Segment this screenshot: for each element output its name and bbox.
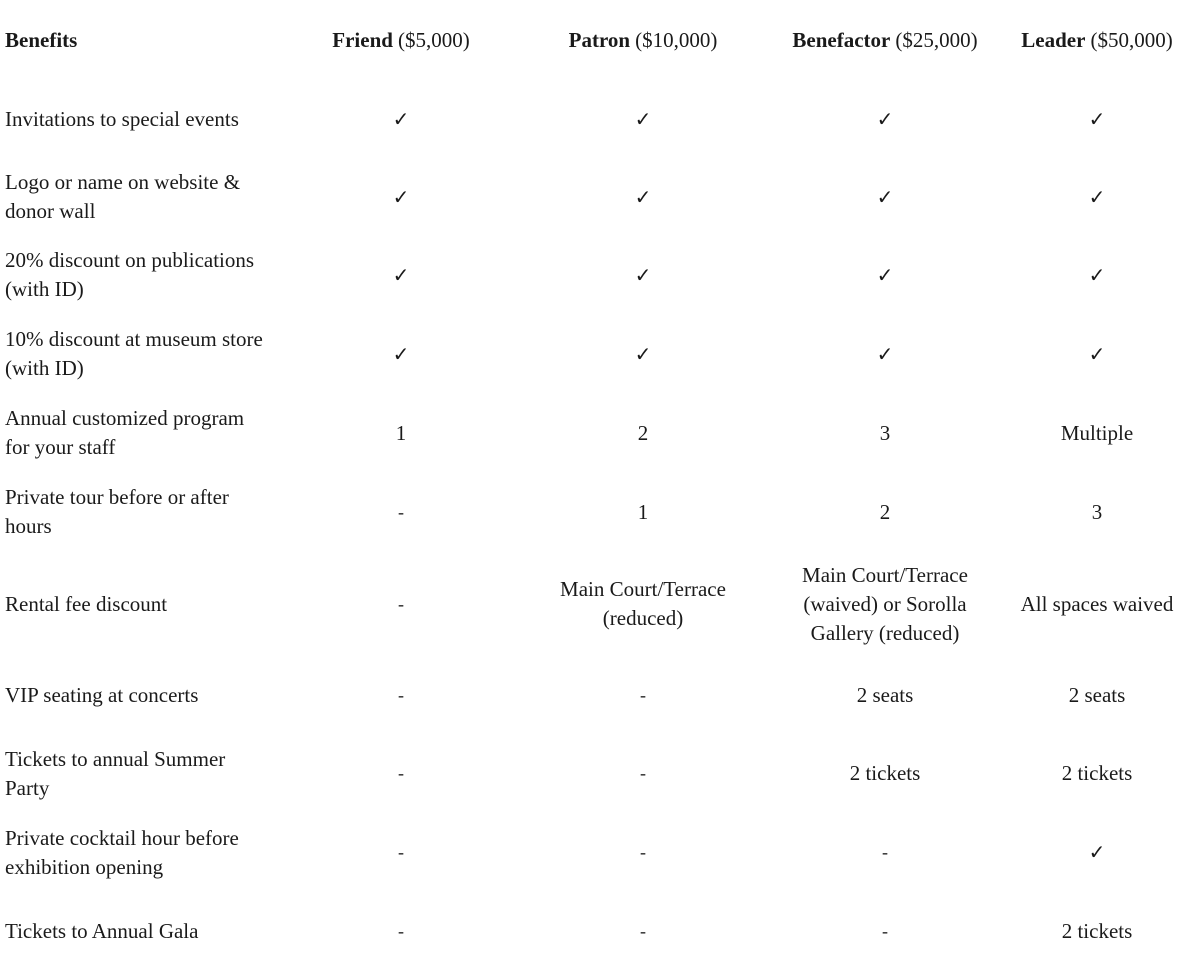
tier-value-cell <box>994 314 1200 394</box>
benefit-label-text: Rental fee discount <box>5 591 168 616</box>
checkmark-icon: ✓ <box>392 262 410 287</box>
tier-price: ($5,000) <box>397 27 470 52</box>
tier-value-cell <box>292 314 510 394</box>
benefit-label-text: Annual customized program for your staff <box>5 406 245 459</box>
benefit-label <box>0 394 292 472</box>
checkmark-icon: ✓ <box>392 106 410 131</box>
benefit-label-text: 20% discount on publications (with ID) <box>5 248 255 301</box>
checkmark-icon: ✓ <box>634 262 652 287</box>
tier-value-cell <box>994 158 1200 236</box>
benefit-label-text: VIP seating at concerts <box>5 682 199 707</box>
tier-value-text: Multiple <box>1060 420 1134 445</box>
tier-value-text: All spaces waived <box>1020 591 1174 616</box>
benefit-label <box>0 892 292 970</box>
tier-value-cell <box>994 552 1200 656</box>
checkmark-icon: ✓ <box>392 184 410 209</box>
tier-header-patron <box>510 0 776 80</box>
checkmark-icon: ✓ <box>876 341 894 366</box>
tier-value-cell <box>292 80 510 158</box>
tier-price: ($25,000) <box>895 27 978 52</box>
tier-value-cell <box>292 472 510 552</box>
tier-value-text: 2 seats <box>1068 682 1126 707</box>
tier-value-text: 1 <box>637 499 649 524</box>
tier-value-cell <box>776 472 994 552</box>
tier-value-cell <box>994 472 1200 552</box>
benefit-label-text: 10% discount at museum store (with ID) <box>5 327 263 380</box>
tier-value-cell <box>776 314 994 394</box>
tier-value-text: 2 tickets <box>1061 918 1133 943</box>
benefit-label <box>0 472 292 552</box>
not-included-dash: - <box>398 920 404 941</box>
tier-value-cell <box>994 394 1200 472</box>
not-included-dash: - <box>398 593 404 614</box>
tier-value-text: 1 <box>395 420 407 445</box>
tier-value-cell <box>510 236 776 314</box>
checkmark-icon: ✓ <box>876 262 894 287</box>
tier-value-cell <box>994 656 1200 734</box>
tier-value-cell <box>510 472 776 552</box>
tier-value-cell <box>776 158 994 236</box>
tier-value-cell <box>994 813 1200 892</box>
benefit-label-text: Private cocktail hour before exhibition opening <box>5 825 239 879</box>
benefit-label-text: Private tour before or after hours <box>5 485 229 538</box>
not-included-dash: - <box>640 684 646 705</box>
not-included-dash: - <box>640 842 646 862</box>
benefit-label <box>0 80 292 158</box>
benefit-label <box>0 552 292 656</box>
tier-header-friend <box>292 0 510 80</box>
tier-header-benefactor <box>776 0 994 80</box>
not-included-dash: - <box>882 920 888 941</box>
checkmark-icon: ✓ <box>1088 262 1106 287</box>
tier-value-text: 2 <box>637 420 649 445</box>
tier-price: ($10,000) <box>635 27 718 52</box>
not-included-dash: - <box>398 501 404 522</box>
tier-value-text: 2 tickets <box>1061 761 1133 785</box>
benefit-label <box>0 734 292 813</box>
tier-name: Benefactor <box>792 27 891 52</box>
not-included-dash: - <box>398 763 404 783</box>
tier-value-cell <box>510 552 776 656</box>
tier-value-cell <box>510 80 776 158</box>
benefit-label-text: Tickets to Annual Gala <box>5 918 199 943</box>
not-included-dash: - <box>882 842 888 862</box>
tier-value-text: Main Court/Terrace (waived) or Sorolla Gallery (reduced) <box>802 562 968 645</box>
not-included-dash: - <box>640 763 646 783</box>
checkmark-icon: ✓ <box>392 341 410 366</box>
not-included-dash: - <box>398 684 404 705</box>
tier-value-cell <box>292 734 510 813</box>
tier-value-cell <box>776 892 994 970</box>
tier-value-cell <box>776 236 994 314</box>
tier-value-cell <box>510 734 776 813</box>
tier-value-cell <box>510 314 776 394</box>
tier-value-text: 3 <box>879 420 891 445</box>
tier-header-leader <box>994 0 1200 80</box>
tier-value-text: 2 seats <box>856 682 914 707</box>
checkmark-icon: ✓ <box>1088 106 1106 131</box>
checkmark-icon: ✓ <box>634 341 652 366</box>
tier-value-cell <box>994 734 1200 813</box>
checkmark-icon: ✓ <box>876 184 894 209</box>
tier-value-text: 2 tickets <box>849 761 921 785</box>
benefits-column-header: Benefits <box>5 27 78 52</box>
tier-value-cell <box>510 394 776 472</box>
tier-name: Leader <box>1021 27 1086 52</box>
tier-value-cell <box>292 236 510 314</box>
checkmark-icon: ✓ <box>1088 341 1106 366</box>
tier-value-cell <box>994 892 1200 970</box>
tier-value-text: Main Court/Terrace (reduced) <box>560 577 726 630</box>
tier-name: Patron <box>568 27 631 52</box>
tier-value-cell <box>510 892 776 970</box>
tier-value-cell <box>292 158 510 236</box>
tier-value-cell <box>994 236 1200 314</box>
benefit-label <box>0 158 292 236</box>
benefit-label-text: Invitations to special events <box>5 106 239 131</box>
tier-value-text: 3 <box>1091 499 1103 524</box>
tier-value-text: 2 <box>879 499 891 524</box>
tier-value-cell <box>776 656 994 734</box>
benefit-label-text: Tickets to annual Summer Party <box>5 746 226 800</box>
benefit-label <box>0 236 292 314</box>
checkmark-icon: ✓ <box>634 184 652 209</box>
tier-price: ($50,000) <box>1090 27 1173 52</box>
tier-value-cell <box>776 813 994 892</box>
tier-value-cell <box>994 80 1200 158</box>
tier-value-cell <box>510 656 776 734</box>
not-included-dash: - <box>398 842 404 862</box>
checkmark-icon: ✓ <box>634 106 652 131</box>
checkmark-icon: ✓ <box>1088 184 1106 209</box>
tier-name: Friend <box>332 27 393 52</box>
tier-value-cell <box>510 158 776 236</box>
tier-value-cell <box>776 394 994 472</box>
benefit-label <box>0 656 292 734</box>
not-included-dash: - <box>640 920 646 941</box>
benefit-label <box>0 813 292 892</box>
tier-value-cell <box>776 552 994 656</box>
tier-value-cell <box>776 80 994 158</box>
tier-value-cell <box>292 813 510 892</box>
tier-value-cell <box>510 813 776 892</box>
benefit-label <box>0 314 292 394</box>
tier-value-cell <box>292 892 510 970</box>
checkmark-icon: ✓ <box>1088 840 1106 864</box>
tier-value-cell <box>292 656 510 734</box>
tier-value-cell <box>776 734 994 813</box>
benefit-label-text: Logo or name on website & donor wall <box>5 170 241 223</box>
tier-value-cell <box>292 394 510 472</box>
checkmark-icon: ✓ <box>876 106 894 131</box>
tier-value-cell <box>292 552 510 656</box>
